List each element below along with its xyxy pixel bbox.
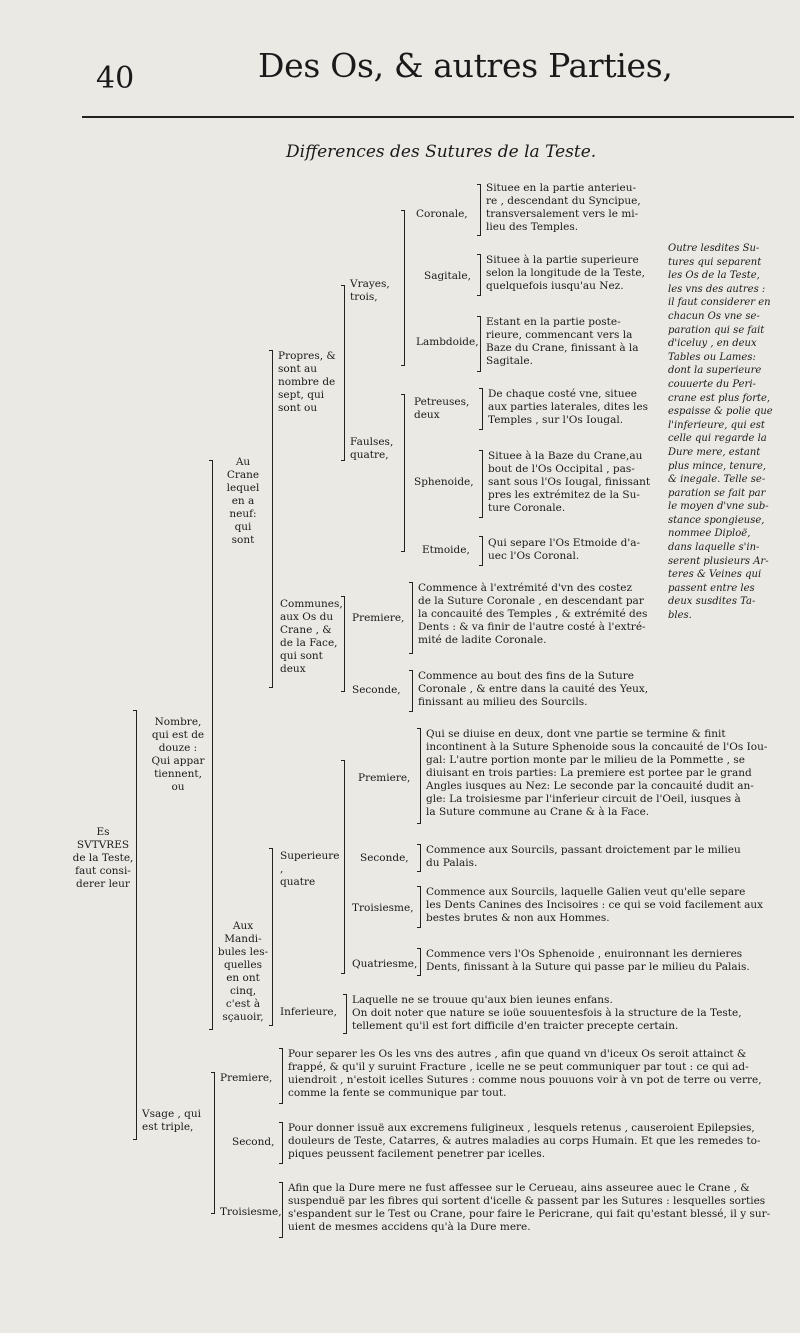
mandibule-troisiesme-brace: [420, 886, 421, 928]
running-head: Des Os, & autres Parties,: [258, 46, 673, 85]
suture-lambdoide-name: Lambdoide,: [416, 336, 479, 348]
suture-sagitale-desc: Situee à la partie superieure selon la longitude de la Teste, quelquefois iusqu'au Nez.: [486, 254, 645, 292]
root-brace: [136, 710, 137, 1140]
vsage-premiere-name: Premiere,: [220, 1072, 273, 1084]
inferieure-brace: [346, 994, 347, 1034]
branch-inferieure: Inferieure,: [280, 1006, 337, 1018]
branch-superieure: Superieure , quatre: [280, 850, 340, 888]
suture-premiere-commune-name: Premiere,: [352, 612, 405, 624]
vsage-troisiesme-name: Troisiesme,: [220, 1206, 282, 1218]
mandibule-premiere-brace: [420, 728, 421, 824]
branch-propres: Propres, & sont au nombre de sept, qui sont ou: [278, 350, 336, 414]
communes-brace: [344, 596, 345, 692]
vsage-premiere-desc: Pour separer les Os les vns des autres , afin que quand vn d'iceux Os seroit attainct & frappé, & qu'il y suruint Fracture , icelle ne se peut communiquer par tout : ce qui ad- uiendroit , n'estoit icelles Sutures : comme nous pouuons voir à vn pot de terre ou verre, comme la fente se communique par tout.: [288, 1048, 762, 1099]
sphenoide-brace: [482, 450, 483, 518]
suture-coronale-name: Coronale,: [416, 208, 468, 220]
vsage-brace: [214, 1072, 215, 1214]
mandibule-quatriesme-desc: Commence vers l'Os Sphenoide , enuironnant les dernieres Dents, finissant à la Suture qui passe par le milieu du Palais.: [426, 948, 750, 973]
mandibules-brace: [272, 848, 273, 1026]
suture-etmoide-desc: Qui separe l'Os Etmoide d'a- uec l'Os Coronal.: [488, 537, 641, 562]
branch-vrayes: Vrayes, trois,: [350, 278, 390, 303]
vsage-second-desc: Pour donner issuë aux excremens fuligineux , lesquels retenus , causeroient Epilepsies, douleurs de Teste, Catarres, & autres maladies au corps Humain. Et que les remedes to- piques peussent facilement penetrer par icelles.: [288, 1122, 761, 1160]
premiere-commune-brace: [412, 582, 413, 654]
etmoide-brace: [482, 536, 483, 566]
propres-brace: [344, 285, 345, 461]
inferieure-desc: Laquelle ne se trouue qu'aux bien ieunes enfans. On doit noter que nature se ioüe souuentesfois à la structure de la Teste, tellement qu'il est fort difficile d'en traicter precepte certain.: [352, 994, 742, 1032]
branch-communes: Communes, aux Os du Crane , & de la Face, qui sont deux: [280, 598, 343, 675]
mandibule-premiere-desc: Qui se diuise en deux, dont vne partie se termine & finit incontinent à la Suture Sphenoide sous la concauité de l'Os Iou- gal: L'autre portion monte par le milieu de la Pommette , se diuisant en trois parties: La premiere est portee par le grand Angles iusques au Nez: Le seconde par la concauité dudit an- gle: La troisiesme par l'inferieur circuit de l'Oeil, iusques à la Suture commune au Crane & à la Face.: [426, 728, 768, 818]
suture-sphenoide-desc: Situee à la Baze du Crane,au bout de l'Os Occipital , pas- sant sous l'Os Iougal, finissant pres les extrémitez de la Su- ture Coronale.: [488, 450, 651, 514]
vsage-second-brace: [282, 1122, 283, 1164]
petreuses-brace: [482, 388, 483, 430]
branch-vsage: Vsage , qui est triple,: [142, 1108, 202, 1133]
page-number: 40: [96, 61, 135, 96]
branch-au-crane: Au Crane lequel en a neuf: qui sont: [226, 456, 260, 546]
mandibule-seconde-name: Seconde,: [360, 852, 409, 864]
suture-sagitale-name: Sagitale,: [424, 270, 471, 282]
side-note: Outre lesdites Su- tures qui separent les Os de la Teste, les vns des autres : il faut considerer en chacun Os vne se- paration qui se fait d'iceluy , en deux Tables ou Lames: dont la superieure couuerte du Peri- crane est plus forte, espaisse & polie que l'inferieure, qui est celle qui regarde la Dure mere, estant plus mince, tenure, & inegale. Telle se- paration se fait par le moyen d'vne sub- stance spongieuse, nommee Diploë, dans laquelle s'in- serent plusieurs Ar- teres & Veines qui passent entre les deux susdites Ta- bles.: [668, 243, 773, 622]
branch-faulses: Faulses, quatre,: [350, 436, 394, 461]
mandibule-seconde-brace: [420, 844, 421, 872]
vsage-premiere-brace: [282, 1048, 283, 1104]
mandibule-troisiesme-name: Troisiesme,: [352, 902, 414, 914]
root-label: Es SVTVRES de la Teste, faut consi- derer leur: [72, 826, 134, 890]
lambdoide-brace: [480, 316, 481, 372]
vrayes-brace: [404, 210, 405, 366]
vsage-troisiesme-desc: Afin que la Dure mere ne fust affessee sur le Cerueau, ains asseuree auec le Crane , & suspenduë par les fibres qui sortent d'icelle & passent par les Sutures : lesquelles sorties s'espandent sur le Test ou Crane, pour faire le Pericrane, qui fait qu'estant blessé, il y sur- uient de mesmes accidens qu'à la Dure mere.: [288, 1182, 771, 1233]
seconde-commune-brace: [412, 670, 413, 712]
mandibule-troisiesme-desc: Commence aux Sourcils, laquelle Galien veut qu'elle separe les Dents Canines des Incisoires : ce qui se void facilement aux bestes brutes & non aux Hommes.: [426, 886, 764, 924]
mandibule-quatriesme-name: Quatriesme,: [352, 958, 418, 970]
suture-premiere-commune-desc: Commence à l'extrémité d'vn des costez de la Suture Coronale , en descendant par la concauité des Temples , & extrémité des Dents : & va finir de l'autre costé à l'extré- mité de ladite Coronale.: [418, 582, 648, 646]
vsage-troisiesme-brace: [282, 1182, 283, 1238]
vsage-second-name: Second,: [232, 1136, 275, 1148]
mandibule-quatriesme-brace: [420, 948, 421, 976]
crane-brace: [272, 350, 273, 688]
suture-seconde-commune-desc: Commence au bout des fins de la Suture Coronale , & entre dans la cauité des Yeux, finissant au milieu des Sourcils.: [418, 670, 649, 708]
superieure-brace: [344, 760, 345, 974]
mandibule-seconde-desc: Commence aux Sourcils, passant droictement par le milieu du Palais.: [426, 844, 741, 869]
faulses-brace: [404, 394, 405, 552]
sagitale-brace: [480, 254, 481, 296]
branch-aux-mandibules: Aux Mandi- bules les- quelles en ont cinq, c'est à sçauoir,: [217, 920, 269, 1023]
suture-sphenoide-name: Sphenoide,: [414, 476, 474, 488]
suture-petreuses-name: Petreuses, deux: [414, 396, 470, 421]
suture-seconde-commune-name: Seconde,: [352, 684, 401, 696]
coronale-brace: [480, 184, 481, 236]
nombre-brace: [212, 460, 213, 1030]
branch-nombre: Nombre, qui est de douze : Qui appar tiennent, ou: [151, 716, 205, 793]
mandibule-premiere-name: Premiere,: [358, 772, 411, 784]
suture-coronale-desc: Situee en la partie anterieu- re , descendant du Syncipue, transversalement vers le mi- lieu des Temples.: [486, 182, 641, 233]
header-rule: [82, 116, 794, 118]
suture-lambdoide-desc: Estant en la partie poste- rieure, commencant vers la Baze du Crane, finissant à la Sagitale.: [486, 316, 639, 367]
suture-etmoide-name: Etmoide,: [422, 544, 470, 556]
table-title: Differences des Sutures de la Teste.: [286, 142, 597, 162]
suture-petreuses-desc: De chaque costé vne, situee aux parties laterales, dites les Temples , sur l'Os Iougal.: [488, 388, 648, 426]
